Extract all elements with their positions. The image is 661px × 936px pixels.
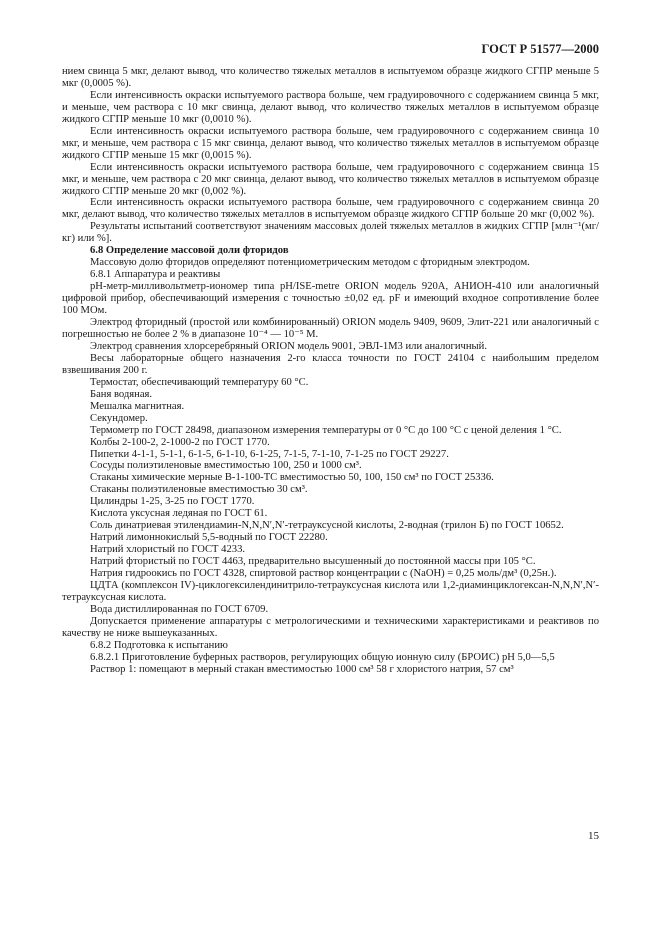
paragraph: Если интенсивность окраски испытуемого раствора больше, чем градуировочного с содержанием свинца 15 мкг, и меньше, чем раствора с 20 мкг свинца, делают вывод, что количество тяжелых металлов в испытуемом образце жидкого СГПР меньше 20 мкг (0,002 %). — [62, 161, 599, 197]
paragraph: Если интенсивность окраски испытуемого раствора больше, чем градуировочного с содержанием свинца 5 мкг, и меньше, чем раствора с 10 мкг свинца, делают вывод, что количество тяжелых металлов в испытуемом образце жидкого СГПР меньше 10 мкг (0,0010 %). — [62, 89, 599, 125]
list-item: Баня водяная. — [90, 388, 153, 400]
paragraph: ЦДТА (комплексон IV)-циклогексилендинитрило-тетрауксусная кислота или 1,2-диаминциклогексан-N,N,N′,N′-тетрауксусная кислота. — [62, 579, 599, 603]
list-item: Цилиндры 1-25, 3-25 по ГОСТ 1770. — [90, 496, 255, 508]
paragraph: нием свинца 5 мкг, делают вывод, что количество тяжелых металлов в испытуемом образце жидкого СГПР меньше 5 мкг (0,0005 %). — [62, 66, 599, 89]
list-item: Кислота уксусная ледяная по ГОСТ 61. — [90, 508, 268, 520]
paragraph: Термометр по ГОСТ 28498, диапазоном измерения температуры от 0 °С до 100 °С с ценой деления 1 °С. — [90, 424, 562, 436]
paragraph: 6.8.2.1 Приготовление буферных растворов, регулирующих общую ионную силу (БРОИС) pH 5,0—5,5 — [90, 651, 555, 663]
list-item: Натрий хлористый по ГОСТ 4233. — [90, 544, 246, 556]
standard-header: ГОСТ Р 51577—2000 — [481, 42, 599, 56]
paragraph: Результаты испытаний соответствуют значениям массовых долей тяжелых металлов в жидких СГПР [млн⁻¹(мг/кг) или %]. — [62, 221, 599, 245]
subsection-heading: 6.8.1 Аппаратура и реактивы — [90, 269, 221, 281]
section-heading: 6.8 Определение массовой доли фторидов — [90, 245, 289, 257]
list-item: Сосуды полиэтиленовые вместимостью 100, 250 и 1000 см³. — [90, 460, 362, 472]
paragraph: Если интенсивность окраски испытуемого раствора больше, чем градуировочного с содержанием свинца 20 мкг, делают вывод, что количество тяжелых металлов в испытуемом образце жидкого СГПР больше 20 мкг (0,002 %). — [62, 197, 599, 221]
list-item: Мешалка магнитная. — [90, 400, 185, 412]
paragraph: pH-метр-милливольтметр-иономер типа pH/ISE-metre ORION модель 920A, АНИОН-410 или аналогичный цифровой прибор, обеспечивающий измерения с точностью ±0,02 ед. pF и имеющий входное сопротивление более 100 МОм. — [62, 281, 599, 317]
paragraph: Соль динатриевая этилендиамин-N,N,N′,N′-тетрауксусной кислоты, 2-водная (трилон Б) по ГОСТ 10652. — [90, 520, 564, 532]
paragraph: Раствор 1: помещают в мерный стакан вместимостью 1000 см³ 58 г хлористого натрия, 57 см³ — [90, 663, 514, 675]
paragraph: Весы лабораторные общего назначения 2-го класса точности по ГОСТ 24104 с наибольшим пределом взвешивания 200 г. — [62, 352, 599, 376]
list-item: Стаканы химические мерные В-1-100-ТС вместимостью 50, 100, 150 см³ по ГОСТ 25336. — [90, 472, 494, 484]
list-item: Пипетки 4-1-1, 5-1-1, 6-1-5, 6-1-10, 6-1-25, 7-1-5, 7-1-10, 7-1-25 по ГОСТ 29227. — [90, 448, 449, 460]
paragraph: Натрий фтористый по ГОСТ 4463, предварительно высушенный до постоянной массы при 105 °С. — [90, 556, 536, 568]
list-item: Стаканы полиэтиленовые вместимостью 30 см³. — [90, 484, 308, 496]
paragraph: Электрод фторидный (простой или комбинированный) ORION модель 9409, 9609, Элит-221 или аналогичный с погрешностью не более 2 % в диапазоне 10⁻⁴ — 10⁻⁵ М. — [62, 317, 599, 340]
paragraph: Допускается применение аппаратуры с метрологическими и техническими характеристиками и реактивов по качеству не ниже вышеуказанных. — [62, 615, 599, 639]
page-number: 15 — [588, 830, 599, 842]
list-item: Вода дистиллированная по ГОСТ 6709. — [90, 603, 269, 615]
paragraph: Натрия гидроокись по ГОСТ 4328, спиртовой раствор концентрации c (NaOH) = 0,25 моль/дм³ (0,25н.). — [90, 568, 557, 580]
paragraph: Электрод сравнения хлорсеребряный ORION модель 9001, ЭВЛ-1М3 или аналогичный. — [90, 340, 487, 352]
paragraph: Массовую долю фторидов определяют потенциометрическим методом с фторидным электродом. — [90, 257, 530, 269]
list-item: Секундомер. — [90, 412, 148, 424]
list-item: Колбы 2-100-2, 2-1000-2 по ГОСТ 1770. — [90, 436, 270, 448]
subsection-heading: 6.8.2 Подготовка к испытанию — [90, 639, 228, 651]
page-body — [62, 66, 599, 676]
paragraph: Если интенсивность окраски испытуемого раствора больше, чем градуировочного с содержанием свинца 10 мкг, и меньше, чем раствора с 15 мкг свинца, делают вывод, что количество тяжелых металлов в испытуемом образце жидкого СГПР меньше 15 мкг (0,0015 %). — [62, 125, 599, 161]
list-item: Термостат, обеспечивающий температуру 60 °С. — [90, 376, 309, 388]
list-item: Натрий лимоннокислый 5,5-водный по ГОСТ 22280. — [90, 532, 328, 544]
